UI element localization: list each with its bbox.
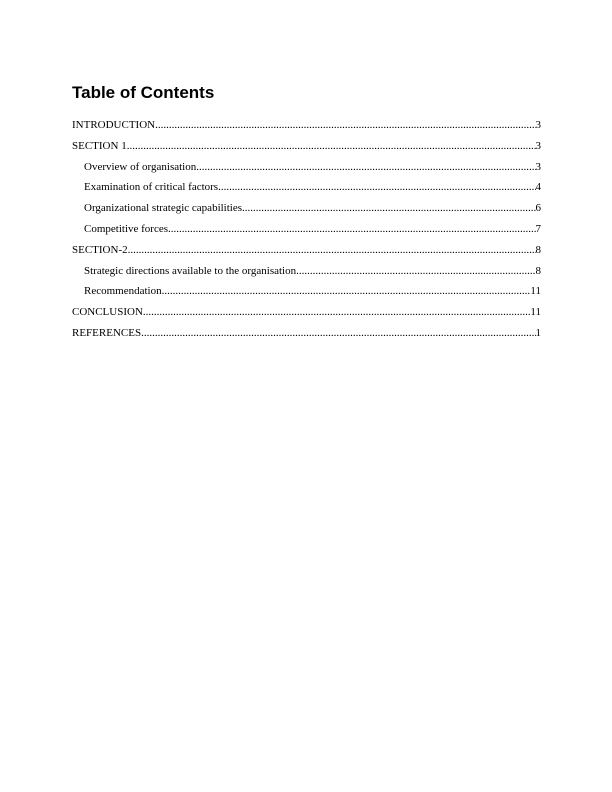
dot-leader [296,261,535,282]
toc-entry-section-1[interactable] [72,136,541,157]
toc-entry-page: 1 [535,326,541,339]
toc-entry-title: REFERENCES [72,326,142,339]
toc-entry-title: Examination of critical factors [84,181,219,194]
toc-entry-page: 11 [530,306,541,319]
toc-entry-title: Organizational strategic capabilities [84,202,243,215]
toc-entry-recommendation[interactable] [72,281,541,302]
toc-entry-page: 3 [535,139,541,152]
toc-entry-title: Recommendation [84,285,162,298]
dot-leader [141,323,535,344]
toc-entry-page: 6 [535,202,541,215]
toc-entry-title: Competitive forces [84,222,169,235]
toc-entry-title: SECTION 1 [72,139,127,152]
dot-leader [143,302,531,323]
dot-leader [196,157,535,178]
dot-leader [127,136,536,157]
toc-entry-page: 11 [530,285,541,298]
toc-entry-conclusion[interactable] [72,302,541,323]
toc-entry-page: 7 [535,222,541,235]
toc-entry-examination-of-critical-factors[interactable] [72,177,541,198]
toc-entry-strategic-directions[interactable] [72,261,541,282]
dot-leader [155,115,535,136]
toc-entry-references[interactable] [72,323,541,344]
toc-entry-title: INTRODUCTION [72,119,156,131]
toc-entry-section-2[interactable] [72,240,541,261]
toc-entry-page: 8 [535,264,541,277]
dot-leader [168,219,535,240]
table-of-contents [72,115,541,344]
toc-entry-title: Overview of organisation [84,160,197,173]
toc-entry-page: 3 [535,160,541,173]
toc-entry-introduction[interactable] [72,115,541,136]
dot-leader [162,281,531,302]
toc-entry-title: SECTION-2 [72,243,128,256]
toc-entry-competitive-forces[interactable] [72,219,541,240]
dot-leader [128,240,536,261]
dot-leader [242,198,535,219]
toc-entry-organizational-strategic-capabilities[interactable] [72,198,541,219]
toc-entry-page: 8 [535,243,541,256]
toc-entry-page: 3 [535,119,541,131]
toc-entry-title: CONCLUSION [72,306,143,319]
dot-leader [218,177,535,198]
toc-entry-page: 4 [535,181,541,194]
toc-entry-overview-of-organisation[interactable] [72,157,541,178]
toc-entry-title: Strategic directions available to the organisation [84,264,297,277]
toc-title: Table of Contents [72,83,215,102]
